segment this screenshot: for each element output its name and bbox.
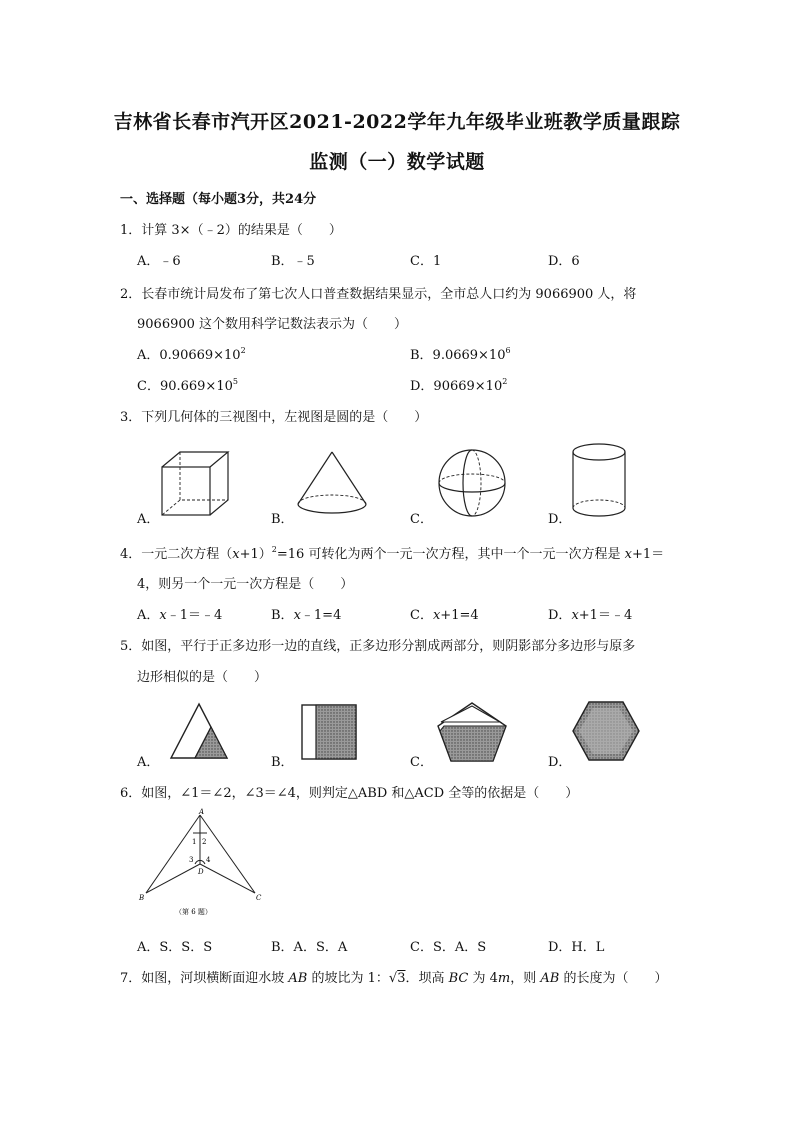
q4-option-a: A．x﹣1＝﹣4	[137, 608, 223, 623]
q1-option-b: B．﹣5	[271, 254, 315, 269]
q6-option-a: A．S．S．S	[137, 940, 213, 955]
label-a: A	[199, 808, 205, 816]
q1-option-d: D．6	[548, 254, 580, 269]
sphere-icon	[436, 447, 508, 519]
label-angle-4: 4	[206, 856, 211, 864]
page-title-line1: 吉林省长春市汽开区2021-2022学年九年级毕业班教学质量跟踪	[113, 111, 681, 133]
q5-option-c: C．	[410, 755, 433, 770]
label-angle-2: 2	[202, 838, 207, 846]
q2-option-a: A．$0.90669\times 10^2$	[137, 346, 246, 363]
q2-option-b: B．$9.0669\times 10^6$	[410, 346, 511, 363]
q4-option-d: D．x+1＝﹣4	[548, 608, 633, 623]
q3-option-b: B．	[271, 512, 294, 527]
question-7-stem: 7．如图，河坝横断面迎水坡 AB 的坡比为 1：√3．坝高 BC 为 4m，则 AB 的长度为（ ）	[120, 971, 668, 986]
q2-option-c: C．$90.669\times 10^5$	[137, 377, 238, 394]
question-2-stem-line2: 9066900 这个数用科学记数法表示为（ ）	[137, 317, 408, 332]
label-c: C	[256, 894, 262, 902]
q2-option-d: D．$90669\times 10^2$	[410, 377, 508, 394]
q4-option-c: C．x+1=4	[410, 608, 479, 623]
shaded-pentagon-icon	[436, 700, 508, 764]
q5-option-a: A．	[137, 755, 160, 770]
label-angle-3: 3	[189, 856, 194, 864]
question-4-stem-line1: 4．一元二次方程$(x+1)^2=16$ 可转化为两个一元一次方程，其中一个一元一次方程是 x+1＝	[120, 545, 665, 562]
question-5-stem-line2: 边形相似的是（ ）	[137, 670, 268, 685]
question-4-stem-line2: 4，则另一个一元一次方程是（ ）	[137, 577, 354, 592]
q5-option-d: D．	[548, 755, 572, 770]
label-angle-1: 1	[192, 838, 197, 846]
question-6-stem: 6．如图，∠1＝∠2，∠3＝∠4，则判定△ABD 和△ACD 全等的依据是（ ）	[120, 786, 579, 801]
cylinder-icon	[569, 442, 629, 520]
question-3-stem: 3．下列几何体的三视图中，左视图是圆的是（ ）	[120, 410, 428, 425]
label-b: B	[139, 894, 145, 902]
figure-caption: （第 6 题）	[175, 908, 212, 916]
shaded-square-icon	[300, 703, 358, 761]
q1-option-c: C．1	[410, 254, 442, 269]
q6-option-b: B．A．S．A	[271, 940, 348, 955]
q4-option-b: B．x﹣1=4	[271, 608, 342, 623]
q5-option-b: B．	[271, 755, 294, 770]
page-title-line2: 监测（一）数学试题	[309, 151, 485, 173]
q6-option-c: C．S．A．S	[410, 940, 487, 955]
shaded-hexagon-icon	[571, 700, 641, 762]
q6-option-d: D．H．L	[548, 940, 605, 955]
cube-icon	[160, 450, 232, 518]
q3-option-a: A．	[137, 512, 160, 527]
question-5-stem-line1: 5．如图，平行于正多边形一边的直线，正多边形分割成两部分，则阴影部分多边形与原多	[120, 639, 636, 654]
q3-option-c: C．	[410, 512, 433, 527]
q1-option-a: A．﹣6	[137, 254, 181, 269]
shaded-triangle-icon	[163, 700, 229, 762]
sqrt-sign: √	[388, 971, 398, 986]
q3-option-d: D．	[548, 512, 572, 527]
section-header: 一、选择题（每小题3分，共24分	[120, 192, 317, 207]
triangle-figure	[137, 808, 267, 920]
question-2-stem-line1: 2．长春市统计局发布了第七次人口普查数据结果显示，全市总人口约为 9066900 人，将	[120, 287, 637, 302]
question-1-stem: 1．计算 3×（﹣2）的结果是（ ）	[120, 223, 342, 238]
cone-icon	[296, 450, 368, 518]
label-d: D	[198, 868, 204, 876]
